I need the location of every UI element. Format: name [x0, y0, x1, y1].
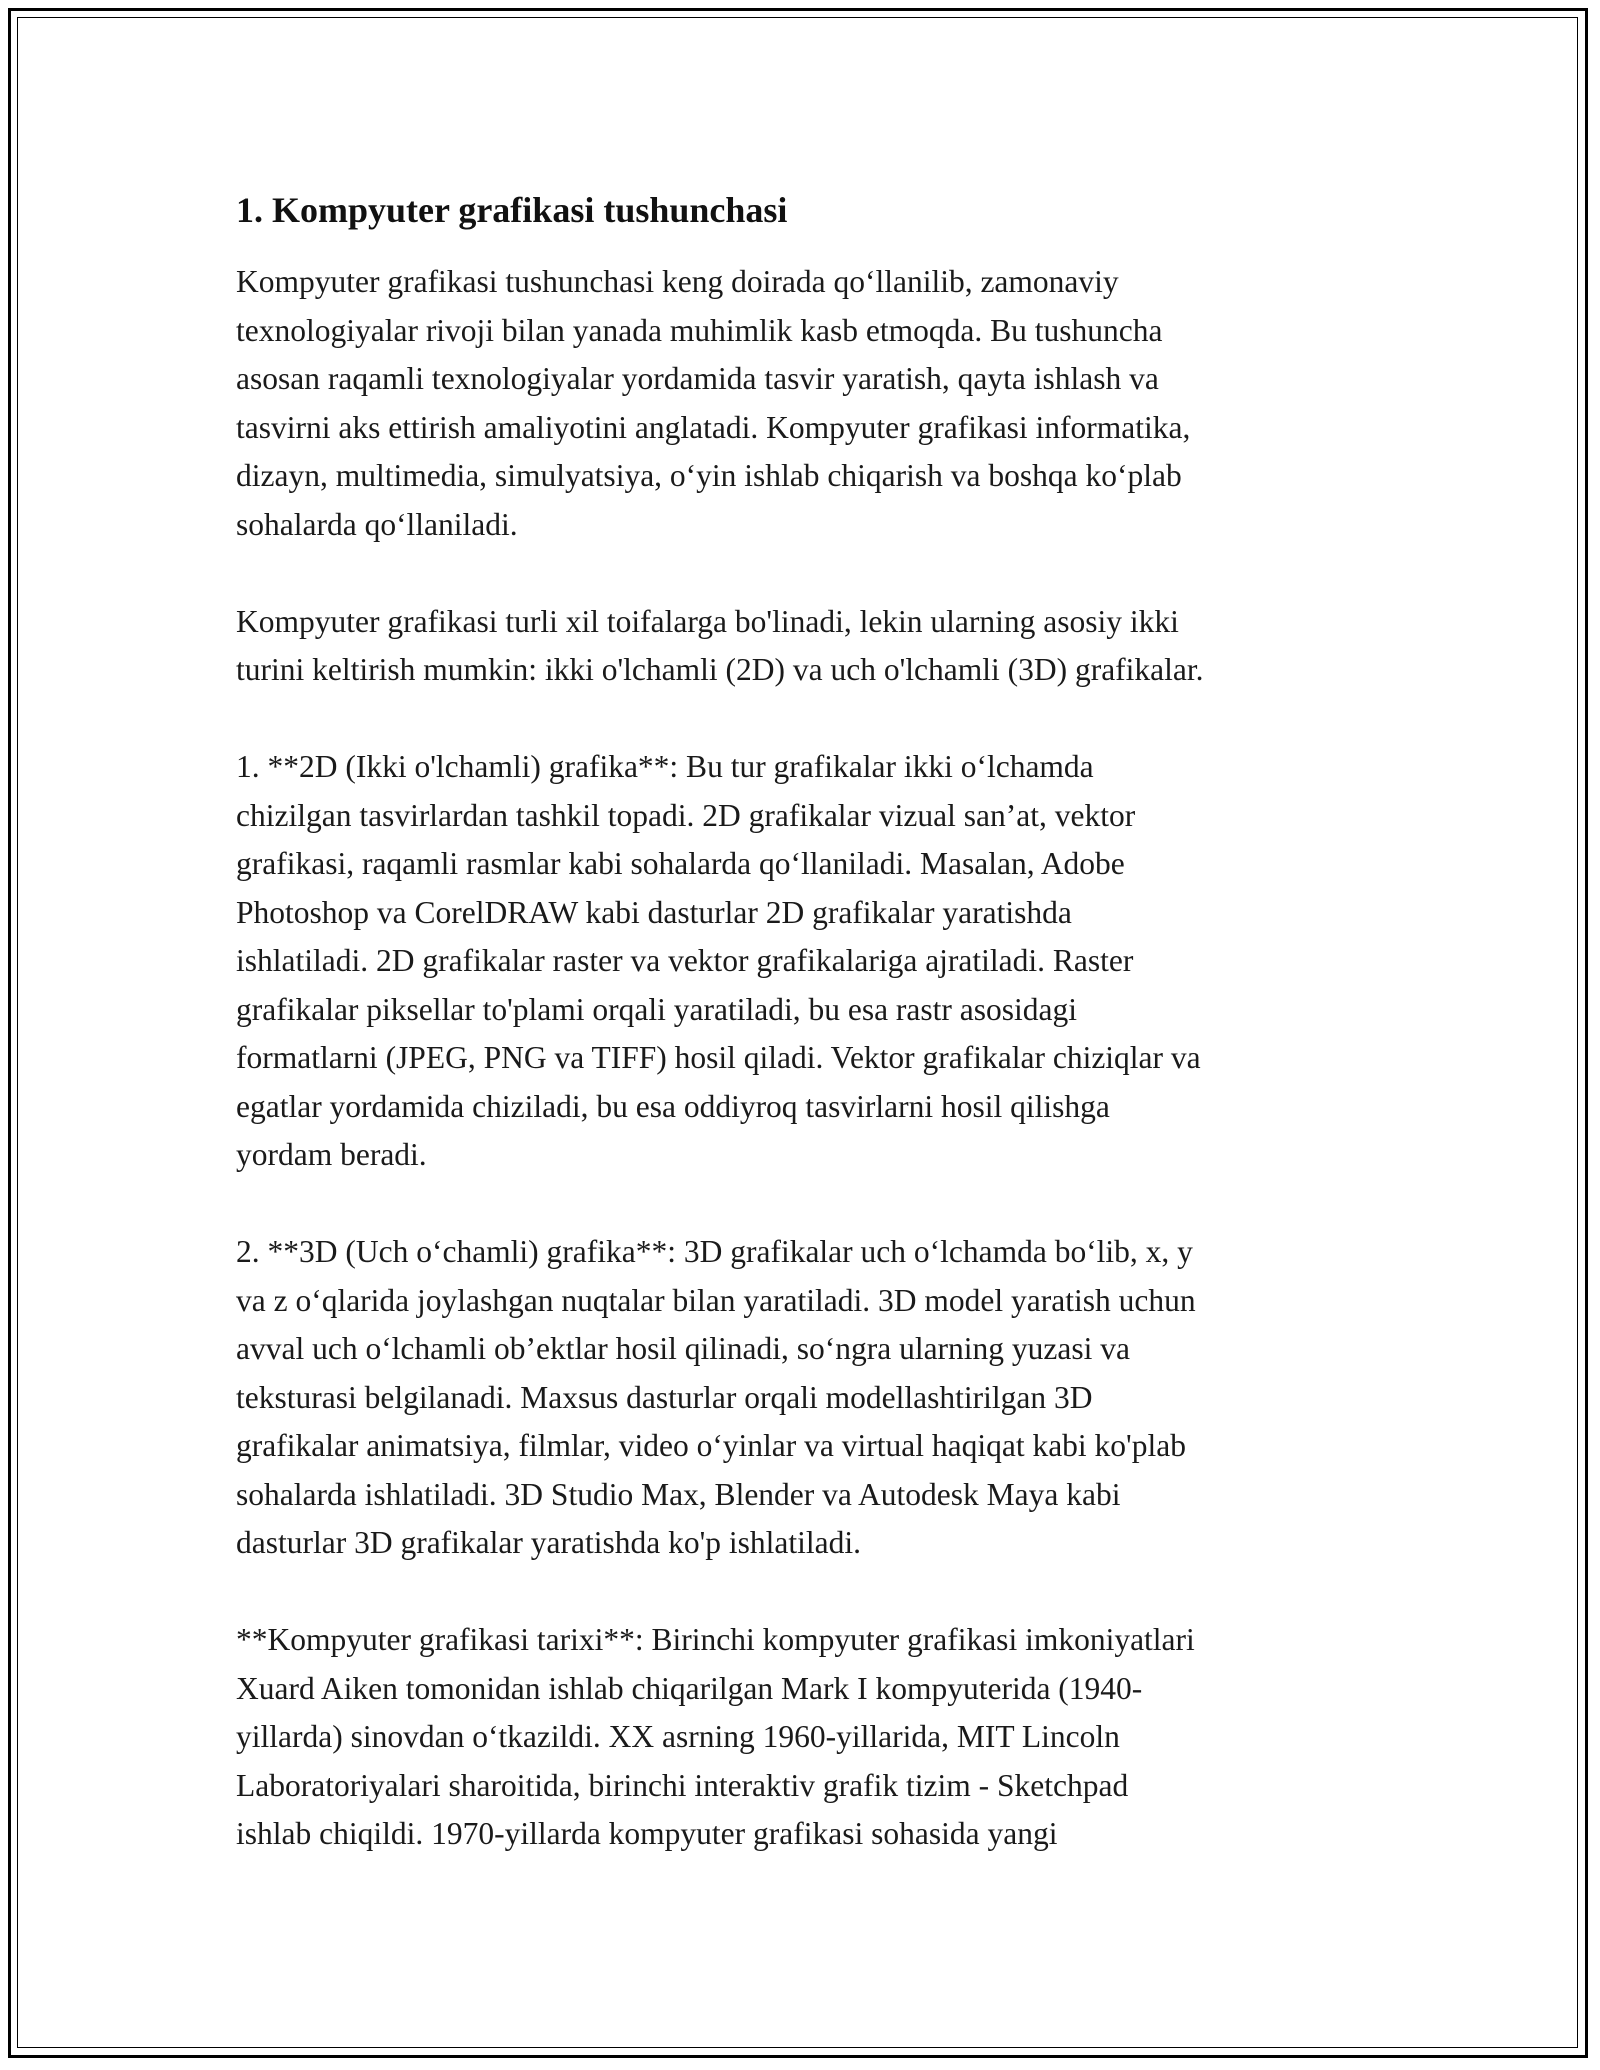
section-heading: 1. Kompyuter grafikasi tushunchasi	[236, 190, 788, 230]
paragraph-types: Kompyuter grafikasi turli xil toifalarga bo'linadi, lekin ularning asosiy ikki turini keltirish mumkin: ikki o'lchamli (2D) va uch o'lchamli (3D) grafikalar.	[236, 603, 1204, 687]
paragraph-3d-graphics: 2. **3D (Uch o‘chamli) grafika**: 3D grafikalar uch o‘lchamda bo‘lib, x, y va z o‘qlarida joylashgan nuqtalar bilan yaratiladi. 3D model yaratish uchun avval uch o‘lchamli ob’ektlar hosil qilinadi, so‘ngra ularning yuzasi va teksturasi belgilanadi. Maxsus dasturlar orqali modellashtirilgan 3D grafikalar animatsiya, filmlar, video o‘yinlar va virtual haqiqat kabi ko'plab sohalarda ishlatiladi. 3D Studio Max, Blender va Autodesk Maya kabi dasturlar 3D grafikalar yaratishda ko'p ishlatiladi.	[236, 1234, 1196, 1560]
paragraph-history: **Kompyuter grafikasi tarixi**: Birinchi kompyuter grafikasi imkoniyatlari Xuard Aiken tomonidan ishlab chiqarilgan Mark I kompyuterida (1940- yillarda) sinovdan o‘tkazildi. XX asrning 1960-yillarida, MIT Lincoln Laboratoriyalari sharoitida, birinchi interaktiv grafik tizim - Sketchpad ishlab chiqildi. 1970-yillarda kompyuter grafikasi sohasida yangi	[236, 1622, 1195, 1851]
document-body	[236, 186, 1376, 1907]
paragraph-2d-graphics: 1. **2D (Ikki o'lchamli) grafika**: Bu tur grafikalar ikki o‘lchamda chizilgan tasvirlardan tashkil topadi. 2D grafikalar vizual san’at, vektor grafikasi, raqamli rasmlar kabi sohalarda qo‘llaniladi. Masalan, Adobe Photoshop va CorelDRAW kabi dasturlar 2D grafikalar yaratishda ishlatiladi. 2D grafikalar raster va vektor grafikalariga ajratiladi. Raster grafikalar piksellar to'plami orqali yaratiladi, bu esa rastr asosidagi formatlarni (JPEG, PNG va TIFF) hosil qiladi. Vektor grafikalar chiziqlar va egatlar yordamida chiziladi, bu esa oddiyroq tasvirlarni hosil qilishga yordam beradi.	[236, 749, 1201, 1172]
paragraph-intro: Kompyuter grafikasi tushunchasi keng doirada qo‘llanilib, zamonaviy texnologiyalar rivoji bilan yanada muhimlik kasb etmoqda. Bu tushuncha asosan raqamli texnologiyalar yordamida tasvir yaratish, qayta ishlash va tasvirni aks ettirish amaliyotini anglatadi. Kompyuter grafikasi informatika, dizayn, multimedia, simulyatsiya, o‘yin ishlab chiqarish va boshqa ko‘plab sohalarda qo‘llaniladi.	[236, 264, 1191, 542]
